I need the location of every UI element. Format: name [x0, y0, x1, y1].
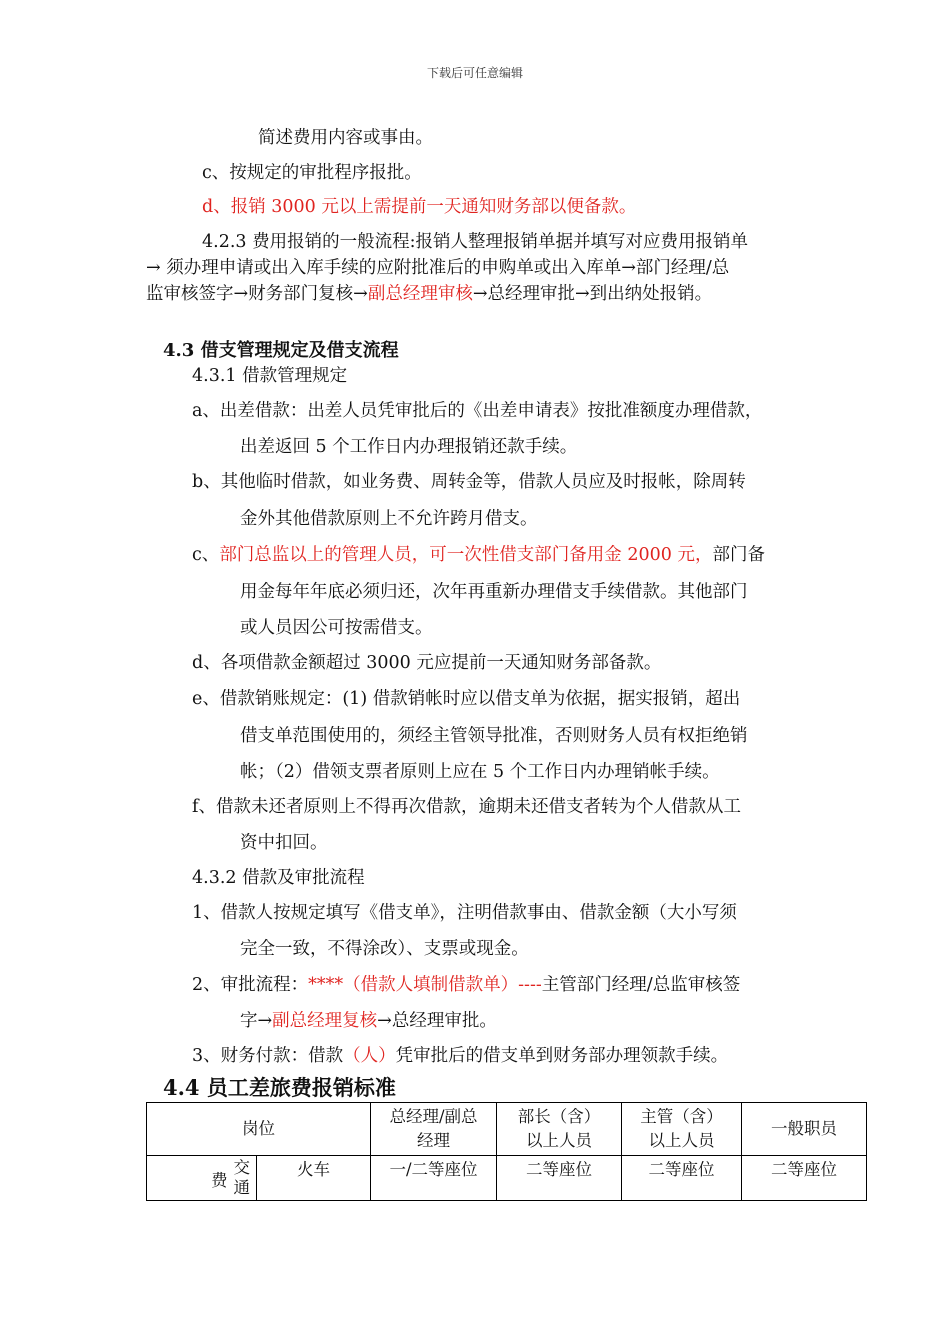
item-c-line2: 用金每年年底必须归还，次年再重新办理借支手续借款。其他部门 — [240, 582, 748, 602]
page-header: 下载后可任意编辑 — [426, 66, 523, 80]
text-run-emphasis: 部门总监以上的管理人员，可一次性借支部门备用金 2000 元， — [219, 545, 713, 565]
text-run: c、 — [192, 545, 220, 565]
category-transport — [234, 1158, 251, 1198]
travel-expense-table — [146, 1102, 867, 1201]
category-transport-1: 交 — [233, 1158, 250, 1177]
header-gm — [371, 1103, 497, 1156]
cell-staff: 二等座位 — [742, 1156, 867, 1201]
text-run: 主管部门经理/总监审核签 — [541, 975, 741, 995]
category-fee: 费 — [211, 1170, 228, 1190]
section-heading-4-3: 4.3 借支管理规定及借支流程 — [163, 340, 399, 361]
text-run: →总经理审批→到出纳处报销。 — [472, 284, 713, 304]
header-director — [497, 1103, 622, 1156]
text-run: 2、审批流程： — [192, 975, 309, 995]
text-run-emphasis: 副总经理复核 — [272, 1011, 378, 1031]
header-director-line2: 以上人员 — [526, 1131, 592, 1150]
header-supervisor — [622, 1103, 742, 1156]
step-2-line2 — [240, 1009, 497, 1033]
header-director-line1: 部长（含） — [517, 1107, 601, 1126]
step-2-line1 — [192, 973, 740, 997]
section-heading-4-4: 4.4 员工差旅费报销标准 — [163, 1075, 396, 1100]
text-run-emphasis: （人） — [343, 1046, 396, 1066]
text-run-emphasis: 副总经理审核 — [367, 284, 473, 304]
step-1-line2: 完全一致，不得涂改）、支票或现金。 — [240, 939, 529, 959]
cell-director: 二等座位 — [497, 1156, 622, 1201]
table-header-row — [147, 1103, 867, 1156]
text-run: 凭审批后的借支单到财务部办理领款手续。 — [395, 1046, 729, 1066]
item-f-line1: f、借款未还者原则上不得再次借款，逾期未还借支者转为个人借款从工 — [192, 797, 741, 817]
text-run: 3、财务付款：借款 — [192, 1046, 344, 1066]
row-category-cell — [147, 1156, 257, 1201]
item-c-line1 — [192, 543, 765, 567]
subsection-4-3-1: 4.3.1 借款管理规定 — [192, 366, 348, 386]
item-e-line3: 帐；（2）借领支票者原则上应在 5 个工作日内办理销帐手续。 — [240, 762, 720, 782]
item-b-line2: 金外其他借款原则上不允许跨月借支。 — [240, 509, 538, 529]
text-run: 监审核签字→财务部门复核→ — [146, 284, 368, 304]
step-1-line1: 1、借款人按规定填写《借支单》，注明借款事由、借款金额（大小写须 — [192, 903, 737, 923]
para-423-line2: → 须办理申请或出入库手续的应附批准后的申购单或出入库单→部门经理/总 — [146, 258, 730, 278]
header-supervisor-line1: 主管（含） — [640, 1107, 723, 1126]
item-a-line1: a、出差借款：出差人员凭审批后的《出差申请表》按批准额度办理借款， — [192, 401, 763, 421]
para-423-line1: 4.2.3 费用报销的一般流程:报销人整理报销单据并填写对应费用报销单 — [202, 232, 748, 252]
item-b-line1: b、其他临时借款，如业务费、周转金等，借款人员应及时报帐，除周转 — [192, 472, 746, 492]
step-3-line1 — [192, 1044, 728, 1068]
header-staff: 一般职员 — [742, 1103, 867, 1156]
item-e-line1: e、借款销账规定：(1) 借款销帐时应以借支单为依据，据实报销，超出 — [192, 689, 741, 709]
text-run: →总经理审批。 — [377, 1011, 497, 1031]
header-post: 岗位 — [147, 1103, 371, 1156]
para-423-line3 — [146, 282, 712, 306]
text-run: 部门备 — [712, 545, 765, 565]
item-f-line2: 资中扣回。 — [240, 833, 328, 853]
category-transport-2: 通 — [233, 1178, 250, 1197]
text-run-emphasis: ****（借款人填制借款单）---- — [308, 975, 542, 995]
item-d-line1: d、各项借款金额超过 3000 元应提前一天通知财务部备款。 — [192, 653, 662, 673]
item-c-line3: 或人员因公可按需借支。 — [240, 618, 433, 638]
header-gm-line2: 经理 — [417, 1131, 450, 1150]
item-d-emphasis: d、报销 3000 元以上需提前一天通知财务部以便备款。 — [202, 197, 637, 217]
text-run: 字→ — [240, 1011, 273, 1031]
line-summary: 简述费用内容或事由。 — [258, 128, 433, 148]
cell-gm: 一/二等座位 — [371, 1156, 497, 1201]
subsection-4-3-2: 4.3.2 借款及审批流程 — [192, 868, 365, 888]
item-a-line2: 出差返回 5 个工作日内办理报销还款手续。 — [240, 437, 578, 457]
row-item-train: 火车 — [257, 1156, 371, 1201]
item-e-line2: 借支单范围使用的，须经主管领导批准，否则财务人员有权拒绝销 — [240, 726, 748, 746]
header-gm-line1: 总经理/副总 — [389, 1107, 478, 1126]
cell-supervisor: 二等座位 — [622, 1156, 742, 1201]
header-supervisor-line2: 以上人员 — [648, 1131, 715, 1150]
item-c: c、按规定的审批程序报批。 — [202, 163, 422, 183]
table-row — [147, 1156, 867, 1201]
